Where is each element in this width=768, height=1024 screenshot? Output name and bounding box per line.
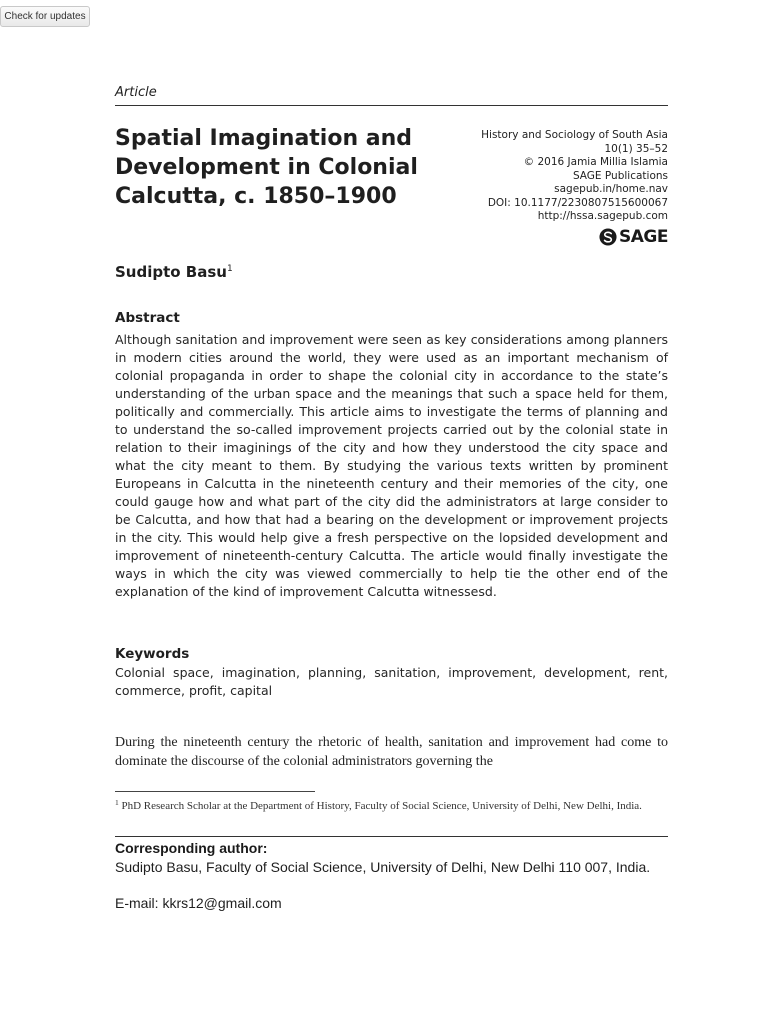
journal-site-link[interactable]: sagepub.in/home.nav — [554, 183, 668, 195]
footnote-rule — [115, 791, 315, 792]
journal-url-link[interactable]: http://hssa.sagepub.com — [537, 210, 668, 222]
abstract-heading: Abstract — [115, 310, 180, 326]
footnote-text: PhD Research Scholar at the Department of History, Faculty of Social Science, University of Delhi, New Delhi, India. — [118, 800, 642, 812]
corresponding-author-email[interactable]: E-mail: kkrs12@gmail.com — [115, 895, 282, 911]
author-name — [115, 263, 233, 281]
sage-logo-icon — [599, 228, 617, 246]
keywords-text: Colonial space, imagination, planning, sanitation, improvement, development, rent, commerce, profit, capital — [115, 665, 668, 698]
journal-name: History and Sociology of South Asia — [481, 129, 668, 141]
footnote — [115, 795, 668, 814]
keywords-heading: Keywords — [115, 646, 190, 662]
journal-info — [481, 129, 668, 224]
body-paragraph: During the nineteenth century the rhetoric of health, sanitation and improvement had come to dominate the discourse of the colonial administrators governing the — [115, 735, 668, 769]
journal-copyright: © 2016 Jamia Millia Islamia — [523, 156, 668, 168]
header-rule — [115, 105, 668, 106]
author-footnote-mark: 1 — [226, 264, 233, 274]
abstract-text: Although sanitation and improvement were seen as key considerations among planners in modern cities around the world, they were used as an important mechanism of colonial propaganda in order to shape the colonial city in accordance to the state’s understanding of the urban space and the meanings that such a space held for them, politically and commercially. This article aims to investigate the terms of planning and to understand the so-called improvement projects carried out by the colonial state in relation to their imaginings of the city and how they understood the city space and what the city meant to them. By studying the various texts written by prominent Europeans in Calcutta in the nineteenth century and their memories of the city, one could gauge how and what part of the city did the administrators at large consider to be Calcutta, and how that had a bearing on the development or improvement projects in the city. This would help give a fresh perspective on the lopsided development and improvement of nineteenth-century Calcutta. The article would finally investigate the ways in which the city was viewed commercially to help tie the other end of the explanation of the kind of improvement Calcutta witnessesd. — [115, 332, 668, 599]
journal-publisher: SAGE Publications — [572, 169, 668, 182]
article-type-label: Article — [115, 85, 157, 100]
sage-logo-text: SAGE — [619, 227, 668, 247]
author-name-text: Sudipto Basu — [115, 263, 227, 281]
corresponding-author-heading: Corresponding author: — [115, 840, 268, 856]
article-title: Spatial Imagination and Development in Colonial Calcutta, c. 1850–1900 — [115, 126, 418, 209]
journal-volume: 10(1) 35–52 — [604, 142, 668, 155]
corresponding-author-address: Sudipto Basu, Faculty of Social Science, University of Delhi, New Delhi 110 007, India. — [115, 859, 651, 875]
check-for-updates-button[interactable]: Check for updates — [0, 6, 90, 27]
journal-doi[interactable]: DOI: 10.1177/2230807515600067 — [487, 196, 668, 209]
sage-logo — [599, 228, 668, 246]
footnote-mark: 1 — [115, 798, 119, 807]
corresponding-rule — [115, 836, 668, 837]
